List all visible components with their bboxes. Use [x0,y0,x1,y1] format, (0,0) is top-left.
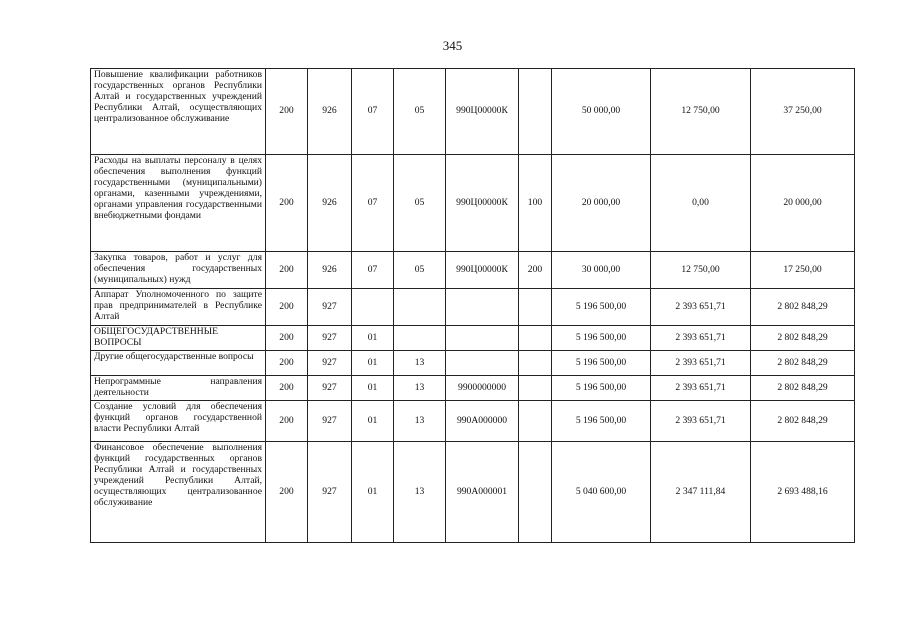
row-name: Другие общегосударственные вопросы [91,351,266,376]
cell-remaining: 2 802 848,29 [751,376,855,401]
cell-target-article: 990Ц00000К [446,155,519,252]
cell-planned: 20 000,00 [552,155,651,252]
cell-code-200: 200 [266,69,308,155]
cell-subsection: 13 [394,401,446,442]
table-row [91,326,855,351]
cell-section: 07 [352,252,394,289]
row-name: Непрограммные направления деятельности [91,376,266,401]
cell-remaining: 37 250,00 [751,69,855,155]
table-row [91,252,855,289]
cell-code-200: 200 [266,351,308,376]
cell-executed: 2 393 651,71 [651,289,751,326]
cell-ministry: 927 [308,326,352,351]
cell-subsection [394,326,446,351]
cell-ministry: 927 [308,376,352,401]
row-name: Расходы на выплаты персоналу в целях обеспечения выполнения функций государственными (муниципальными) органами, казенными учреждениями, органами управления государственными внебюджетными фондами [91,155,266,252]
cell-planned: 5 196 500,00 [552,289,651,326]
row-name: Финансовое обеспечение выполнения функций государственных органов Республики Алтай и государственных учреждений Республики Алтай, осуществляющих централизованное обслуживание [91,442,266,543]
table-row [91,442,855,543]
cell-expense-type [519,326,552,351]
cell-target-article: 9900000000 [446,376,519,401]
cell-expense-type [519,376,552,401]
cell-subsection: 13 [394,351,446,376]
cell-ministry: 926 [308,155,352,252]
cell-remaining: 2 802 848,29 [751,326,855,351]
cell-section: 01 [352,376,394,401]
page-number: 345 [442,38,463,53]
cell-section: 01 [352,351,394,376]
cell-section: 01 [352,401,394,442]
cell-executed: 2 393 651,71 [651,401,751,442]
row-name: Повышение квалификации работников государственных органов Республики Алтай и государственных учреждений Республики Алтай, осуществляющих централизованное обслуживание [91,69,266,155]
budget-table [90,68,855,543]
cell-remaining: 17 250,00 [751,252,855,289]
cell-planned: 5 196 500,00 [552,376,651,401]
cell-target-article [446,351,519,376]
cell-planned: 5 196 500,00 [552,351,651,376]
cell-subsection: 13 [394,376,446,401]
cell-executed: 2 393 651,71 [651,326,751,351]
cell-section [352,289,394,326]
cell-planned: 30 000,00 [552,252,651,289]
cell-subsection: 13 [394,442,446,543]
cell-target-article: 990Ц00000К [446,252,519,289]
cell-expense-type [519,351,552,376]
cell-code-200: 200 [266,155,308,252]
cell-executed: 12 750,00 [651,69,751,155]
cell-executed: 2 393 651,71 [651,376,751,401]
cell-target-article [446,289,519,326]
cell-subsection: 05 [394,252,446,289]
cell-expense-type: 100 [519,155,552,252]
cell-code-200: 200 [266,289,308,326]
table-row [91,351,855,376]
cell-target-article [446,326,519,351]
cell-code-200: 200 [266,376,308,401]
cell-target-article: 990Ц00000К [446,69,519,155]
cell-target-article: 990А000001 [446,442,519,543]
cell-expense-type [519,289,552,326]
cell-remaining: 20 000,00 [751,155,855,252]
cell-ministry: 927 [308,289,352,326]
cell-expense-type [519,401,552,442]
cell-subsection: 05 [394,155,446,252]
cell-planned: 5 196 500,00 [552,326,651,351]
cell-section: 07 [352,155,394,252]
cell-expense-type: 200 [519,252,552,289]
cell-code-200: 200 [266,442,308,543]
cell-remaining: 2 802 848,29 [751,289,855,326]
cell-expense-type [519,69,552,155]
cell-ministry: 927 [308,442,352,543]
row-name: ОБЩЕГОСУДАРСТВЕННЫЕ ВОПРОСЫ [91,326,266,351]
cell-ministry: 927 [308,351,352,376]
cell-subsection [394,289,446,326]
cell-section: 01 [352,326,394,351]
cell-expense-type [519,442,552,543]
cell-executed: 12 750,00 [651,252,751,289]
table-row [91,155,855,252]
row-name: Создание условий для обеспечения функций органов государственной власти Республики Алтай [91,401,266,442]
cell-ministry: 927 [308,401,352,442]
cell-executed: 2 393 651,71 [651,351,751,376]
cell-target-article: 990А000000 [446,401,519,442]
cell-remaining: 2 802 848,29 [751,351,855,376]
cell-ministry: 926 [308,252,352,289]
row-name: Закупка товаров, работ и услуг для обеспечения государственных (муниципальных) нужд [91,252,266,289]
cell-planned: 5 196 500,00 [552,401,651,442]
table-row [91,376,855,401]
cell-code-200: 200 [266,326,308,351]
table-row [91,401,855,442]
cell-subsection: 05 [394,69,446,155]
cell-section: 07 [352,69,394,155]
cell-planned: 50 000,00 [552,69,651,155]
row-name: Аппарат Уполномоченного по защите прав предпринимателей в Республике Алтай [91,289,266,326]
cell-remaining: 2 802 848,29 [751,401,855,442]
cell-executed: 2 347 111,84 [651,442,751,543]
table-row [91,69,855,155]
table-row [91,289,855,326]
cell-code-200: 200 [266,252,308,289]
cell-remaining: 2 693 488,16 [751,442,855,543]
cell-code-200: 200 [266,401,308,442]
cell-section: 01 [352,442,394,543]
cell-planned: 5 040 600,00 [552,442,651,543]
cell-ministry: 926 [308,69,352,155]
cell-executed: 0,00 [651,155,751,252]
